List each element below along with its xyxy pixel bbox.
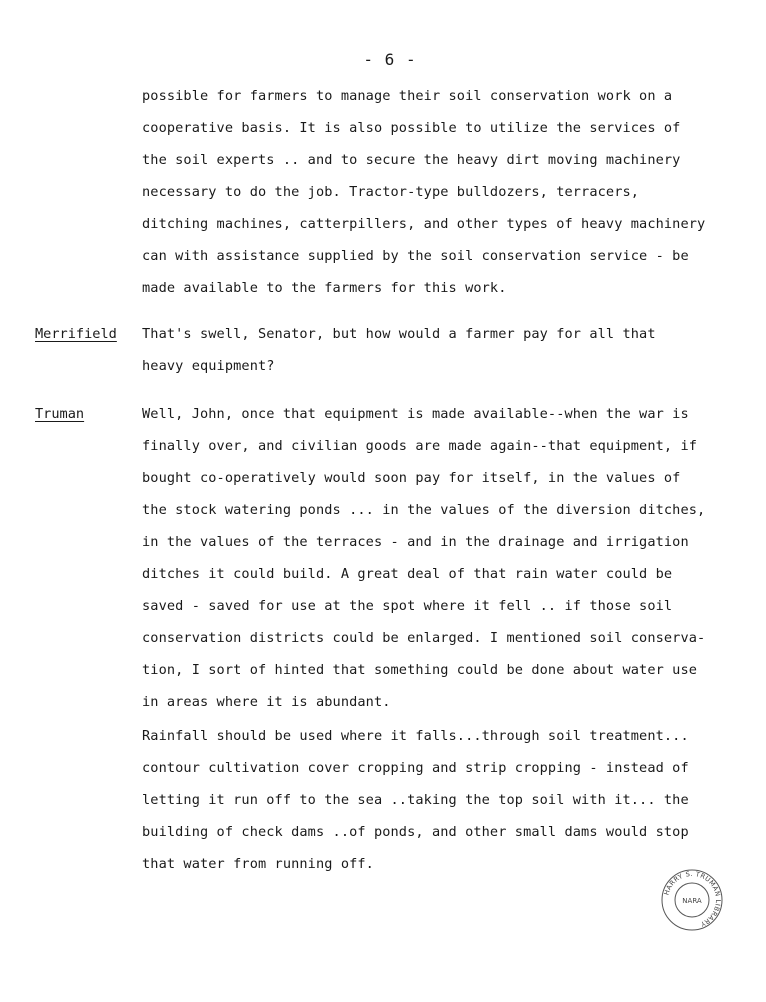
truman-line-9: tion, I sort of hinted that something could be done about water use <box>142 662 698 678</box>
paragraph1-line-5: ditching machines, catterpillers, and other types of heavy machinery <box>142 216 706 232</box>
merrifield-line-1: That's swell, Senator, but how would a farmer pay for all that <box>142 326 656 342</box>
paragraph1-line-7: made available to the farmers for this work. <box>142 280 507 296</box>
stamp-outer-text: HARRY S. TRUMAN LIBRARY <box>662 869 723 929</box>
speaker-truman: Truman <box>35 406 85 422</box>
truman-line-1: Well, John, once that equipment is made available--when the war is <box>142 406 689 422</box>
truman-line-11: Rainfall should be used where it falls...through soil treatment... <box>142 728 689 744</box>
truman-line-12: contour cultivation cover cropping and strip cropping - instead of <box>142 760 689 776</box>
truman-line-4: the stock watering ponds ... in the values of the diversion ditches, <box>142 502 706 518</box>
stamp-inner-text: NARA <box>682 897 702 905</box>
paragraph1-line-6: can with assistance supplied by the soil conservation service - be <box>142 248 689 264</box>
truman-line-3: bought co-operatively would soon pay for itself, in the values of <box>142 470 681 486</box>
paragraph1-line-1: possible for farmers to manage their soil conservation work on a <box>142 88 673 104</box>
paragraph1-line-3: the soil experts .. and to secure the heavy dirt moving machinery <box>142 152 681 168</box>
truman-line-2: finally over, and civilian goods are made again--that equipment, if <box>142 438 698 454</box>
paragraph1-line-4: necessary to do the job. Tractor-type bulldozers, terracers, <box>142 184 640 200</box>
truman-line-13: letting it run off to the sea ..taking the top soil with it... the <box>142 792 689 808</box>
truman-line-10: in areas where it is abundant. <box>142 694 391 710</box>
truman-line-7: saved - saved for use at the spot where it fell .. if those soil <box>142 598 673 614</box>
paragraph1-line-2: cooperative basis. It is also possible to utilize the services of <box>142 120 681 136</box>
merrifield-line-2: heavy equipment? <box>142 358 275 374</box>
speaker-merrifield: Merrifield <box>35 326 117 342</box>
page-number: - 6 - <box>363 50 417 69</box>
truman-line-14: building of check dams ..of ponds, and other small dams would stop <box>142 824 689 840</box>
truman-line-5: in the values of the terraces - and in the drainage and irrigation <box>142 534 689 550</box>
truman-line-15: that water from running off. <box>142 856 374 872</box>
library-stamp-icon <box>660 868 724 932</box>
truman-line-8: conservation districts could be enlarged. I mentioned soil conserva- <box>142 630 706 646</box>
truman-line-6: ditches it could build. A great deal of that rain water could be <box>142 566 673 582</box>
